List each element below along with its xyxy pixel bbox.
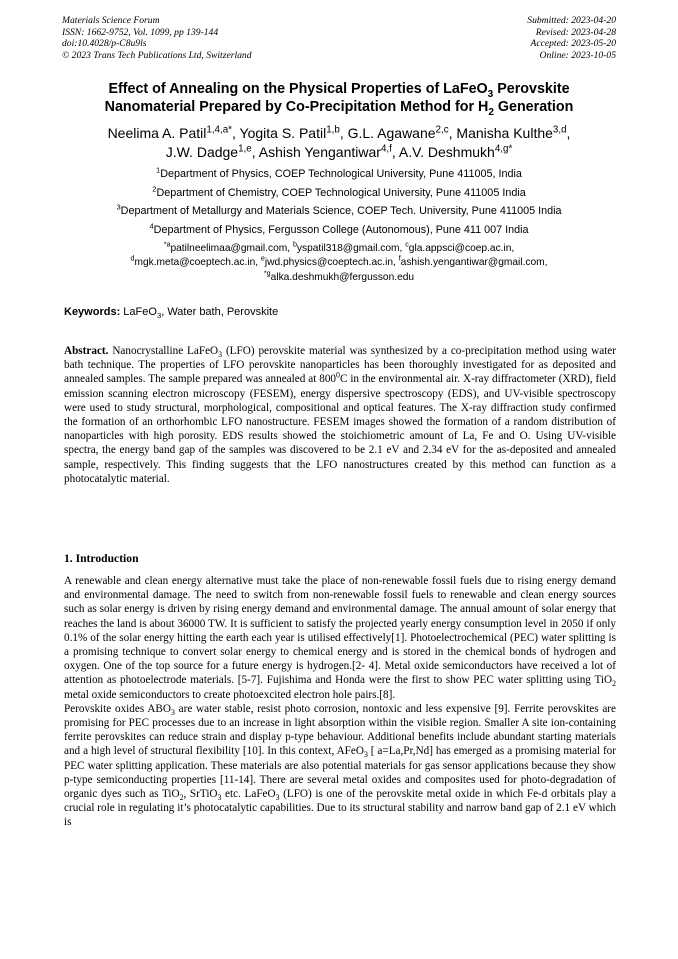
email-line-2: $^d$mgk.meta@coeptech.ac.in, $^e$jwd.physics@coeptech.ac.in, $^f$ashish.yengantiwar@gmail.com, xyxy=(130,254,548,269)
paper-title xyxy=(40,80,638,116)
issn-line: ISSN: 1662-9752, Vol. 1099, pp 139-144 xyxy=(62,26,219,38)
affiliation-4: $^4$Department of Physics, Fergusson College (Autonomous), Pune 411 007 India xyxy=(149,220,529,236)
author-line-2: J.W. Dadge$^{1,e}$, Ashish Yengantiwar$^{4,f}$, A.V. Deshmukh$^{4,g*}$ xyxy=(165,142,513,160)
abstract: Abstract. Nanocrystalline LaFeO$_3$ (LFO) perovskite material was synthesized by a co-precipitation method using water bath technique. The properties of LFO perovskite nanoparticles has been thoroughly investigated for as deposited and annealed samples. The sample prepared was annealed at $800^0C$ in the environmental air. X-ray diffractometer (XRD), field emission scanning electron microscopy (FESEM), energy dispersive spectroscopy (EDS), and UV-visible spectroscopy were used to study structural, morphological, compositional and optical features. The X-ray diffraction study confirmed the formation of an orthorhombic LFO nanostructure. FESEM images showed the formation of a random distribution of nanoparticles with high porosity. EDS results showed the stoichiometric amount of La, Fe and O. Using UV-visible spectra, the energy band gap of the samples was discovered to be 2.1 eV and 2.34 eV for the as-deposited and annealed sample, respectively. This finding suggests that the LFO nanostructures created by this method can function as a photocatalytic material. xyxy=(64,345,616,485)
intro-paragraph-2: Perovskite oxides $ABO_3$ are water stable, resist photo corrosion, nontoxic and less expensive [9]. Ferrite perovskites are promising for PEC processes due to an increase in light absorption within the visible region. Smaller A site ion-containing ferrite perovskites can reduce strain and display p-type behaviour. Additional benefits include abundant starting materials and a high level of structural flexibility [10]. In this context, AFeO$_3$ [ a=La,Pr,Nd] has emerged as a promising material for PEC water splitting application. These materials are also potential materials for gas sensor applications because they show p-type semiconducting properties [11-14]. There are several metal oxides and composites used for photo-degradation of organic dyes such as TiO$_2$, SrTiO$_3$ etc. LaFeO$_3$ (LFO) is one of the perovskite metal oxide in which Fe-d orbitals play a crucial role in regulating it’s photocatalytic capabilities. Due to its structural stability and narrow band gap of 2.1 eV which is xyxy=(64,702,617,829)
online-date: Online: 2023-10-05 xyxy=(539,49,616,61)
introduction-body xyxy=(64,574,616,830)
intro-paragraph-1: A renewable and clean energy alternative must take the place of non-renewable fossil fuels due to rising energy demand and environmental damage. The need to switch from non-renewable fossil fuels to renewable and clean energy sources such as solar energy is driven by rising energy demand and environmental damage. The annual amount of solar energy that reaches the land is about 36000 TW. It is sufficient to satisfy the projected yearly energy consumption level in 2050 if only 0.1% of the solar energy hitting the earth each year is utilised effectively[1]. Photoelectrochemical (PEC) water splitting is a promising technique to convert solar energy to chemical energy and is stored in the chemical bonds of hydrogen and oxygen. One of the top source for a future energy is hydrogen.[2- 4]. Metal oxide semiconductors have received a lot of attention as photoelectrode materials. [5-7]. Fujishima and Honda were the first to show PEC water splitting using TiO$_2$ metal oxide semiconductors to create photoexcited electron hole pairs.[8]. xyxy=(64,575,616,701)
doi-line: doi:10.4028/p-C8u9ls xyxy=(62,38,147,50)
submitted-date: Submitted: 2023-04-20 xyxy=(527,15,616,26)
keywords: Keywords: LaFeO$_3$, Water bath, Perovskite xyxy=(64,306,279,321)
email-line-1: $^{*a}$patilneelimaa@gmail.com, $^b$yspatil318@gmail.com, $^c$gla.appsci@coep.ac.in, xyxy=(163,240,515,254)
affiliations xyxy=(40,165,638,239)
section-heading-introduction: 1. Introduction xyxy=(64,552,139,565)
title-line-2: Nanomaterial Prepared by Co-Precipitation Method for $H_2$ Generation xyxy=(104,99,574,118)
email-line-3: $^{*g}$alka.deshmukh@fergusson.edu xyxy=(263,269,415,283)
journal-name: Materials Science Forum xyxy=(62,15,160,26)
copyright-line: © 2023 Trans Tech Publications Ltd, Switzerland xyxy=(62,49,252,61)
abstract-label: Abstract. xyxy=(64,345,109,357)
affiliation-3: $^3$Department of Metallurgy and Materials Science, COEP Tech. University, Pune 411005 India xyxy=(116,202,562,217)
journal-header xyxy=(62,15,616,63)
accepted-date: Accepted: 2023-05-20 xyxy=(530,38,616,50)
revised-date: Revised: 2023-04-28 xyxy=(535,26,616,38)
journal-info xyxy=(62,15,252,61)
author-emails xyxy=(40,242,638,285)
author-line-1: Neelima A. Patil$^{1,4,a*}$, Yogita S. Patil$^{1,b}$, G.L. Agawane$^{2,c}$, Manisha Kulthe$^{3,d}$, xyxy=(107,124,571,141)
keywords-label: Keywords: xyxy=(64,306,121,318)
submission-dates xyxy=(527,15,616,61)
affiliation-1: $^1$Department of Physics, COEP Technological University, Pune 411005, India xyxy=(156,165,522,180)
title-line-1: Effect of Annealing on the Physical Properties of LaFeO$_3$ Perovskite xyxy=(108,81,570,100)
author-list xyxy=(40,124,638,161)
affiliation-2: $^2$Department of Chemistry, COEP Technological University, Pune 411005 India xyxy=(152,183,526,199)
